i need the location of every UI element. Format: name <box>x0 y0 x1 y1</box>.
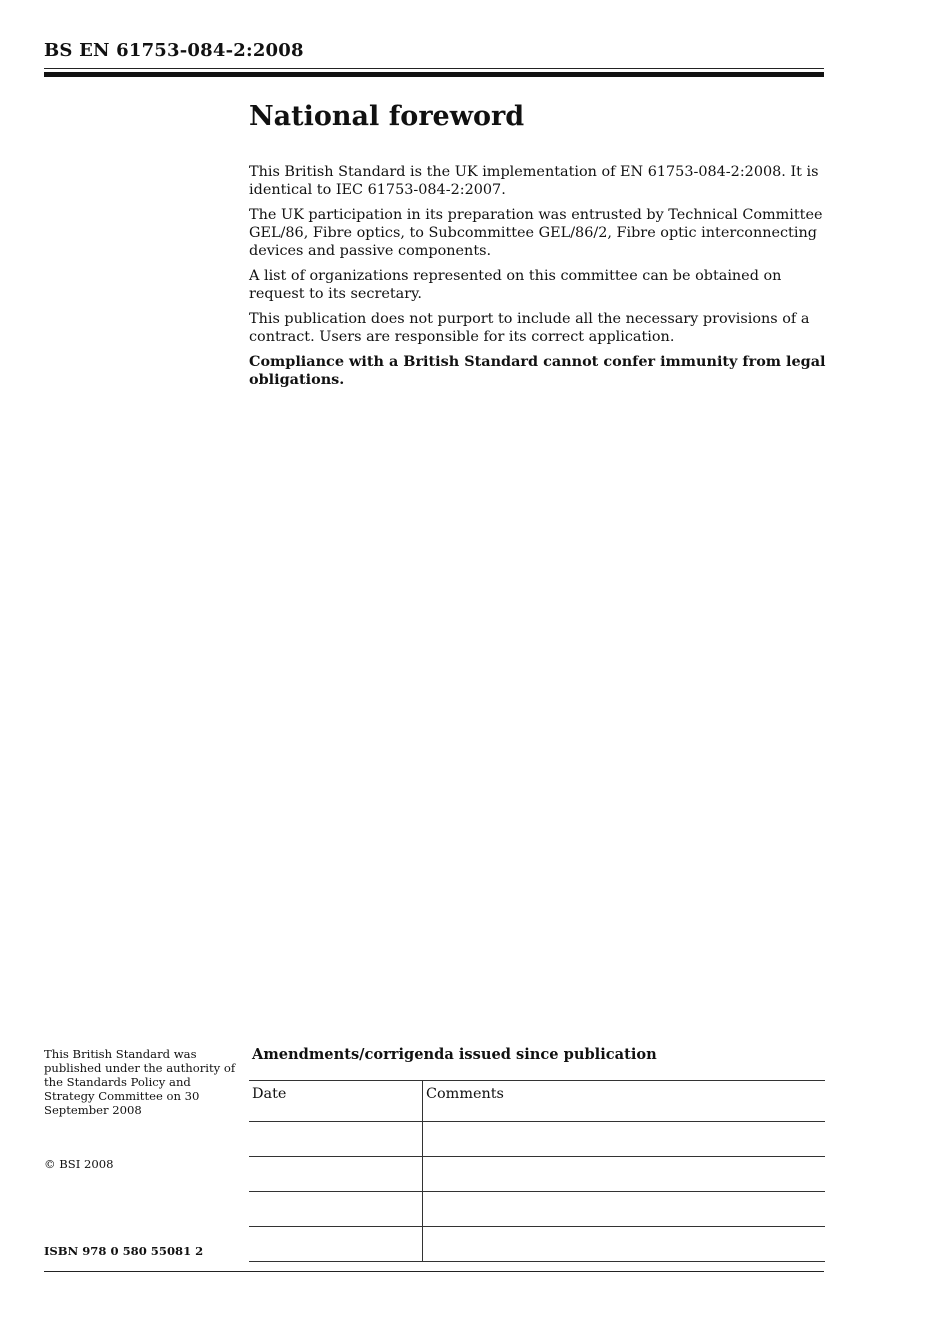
table-row <box>249 1122 825 1157</box>
table-row <box>249 1157 825 1192</box>
comments-cell <box>423 1157 826 1192</box>
comments-cell <box>423 1122 826 1157</box>
table-row <box>249 1227 825 1262</box>
amendments-title: Amendments/corrigenda issued since publication <box>252 1046 657 1063</box>
date-cell <box>249 1192 423 1227</box>
header-rule-thick <box>44 72 824 77</box>
date-cell <box>249 1122 423 1157</box>
table-header-row <box>249 1081 825 1122</box>
publication-note: This British Standard was published under the authority of the Standards Policy and Strategy Committee on 30 September 2008 <box>44 1047 236 1117</box>
document-number: BS EN 61753-084-2:2008 <box>44 40 304 61</box>
comments-cell <box>423 1192 826 1227</box>
date-cell <box>249 1157 423 1192</box>
compliance-note: Compliance with a British Standard cannot confer immunity from legal obligations. <box>249 353 826 388</box>
isbn: ISBN 978 0 580 55081 2 <box>44 1244 204 1258</box>
foreword-paragraph: A list of organizations represented on this committee can be obtained on request to its secretary. <box>249 268 782 302</box>
foreword-paragraph: This publication does not purport to include all the necessary provisions of a contract. Users are responsible for its correct application. <box>249 311 810 345</box>
header-rule-thin <box>44 68 824 69</box>
comments-cell <box>423 1227 826 1262</box>
footer-rule <box>44 1271 824 1272</box>
comments-column-header: Comments <box>423 1081 826 1122</box>
date-column-header: Date <box>249 1081 423 1122</box>
copyright-notice: © BSI 2008 <box>44 1157 114 1171</box>
page-title: National foreword <box>249 101 525 132</box>
table-row <box>249 1192 825 1227</box>
date-cell <box>249 1227 423 1262</box>
foreword-paragraph: This British Standard is the UK implementation of EN 61753-084-2:2008. It is identical to IEC 61753-084-2:2007. <box>249 164 819 198</box>
foreword-paragraph: The UK participation in its preparation was entrusted by Technical Committee GEL/86, Fibre optics, to Subcommittee GEL/86/2, Fibre optic interconnecting devices and passive components. <box>249 207 823 259</box>
amendments-table <box>249 1080 825 1262</box>
foreword-body <box>249 163 827 396</box>
